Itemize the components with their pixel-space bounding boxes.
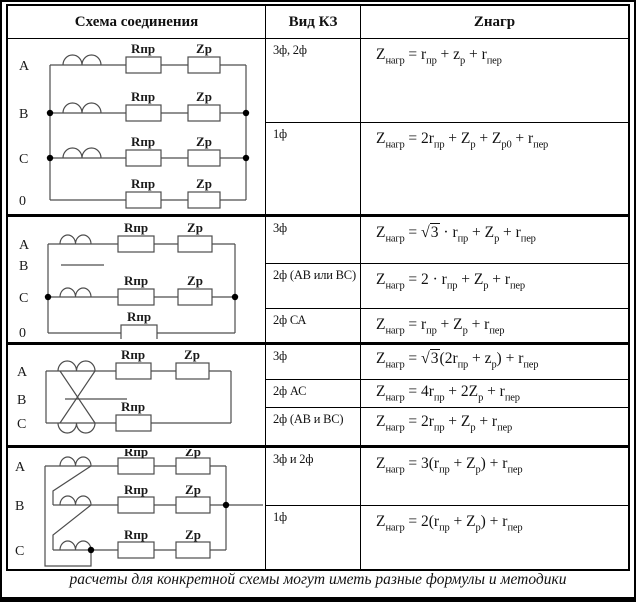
- zload-formula: $Z_{нагр} = 2r_{пр} + Z_р + Z_{р0} + r_{пер}$: [376, 130, 549, 151]
- rpr-label: Rпр: [123, 220, 149, 235]
- phase-b-label: B: [15, 499, 25, 514]
- zload-formula: $Z_{нагр} = √3 \cdot r_{пр} + Z_р + r_{пер}$: [376, 224, 536, 245]
- phase-0-label: 0: [19, 326, 26, 339]
- schematic-delta: [8, 448, 266, 569]
- table-row: [266, 448, 628, 505]
- phase-c-label: C: [17, 417, 27, 432]
- cross-connection: [60, 371, 95, 423]
- zp-label: Zр: [196, 176, 212, 191]
- header-connection-scheme: Схема соединения: [8, 6, 266, 38]
- ct-coil-icon: [60, 457, 91, 550]
- table-row: [266, 345, 628, 379]
- fault-type-cell: 1ф: [266, 123, 361, 214]
- table-row: [266, 379, 628, 407]
- section-two-ct-cross: [8, 342, 628, 445]
- zload-formula: $Z_{нагр} = 2 \cdot r_{пр} + Z_р + r_{пер}$: [376, 271, 525, 292]
- zp-label: Zр: [185, 482, 201, 497]
- phase-a-label: A: [19, 238, 30, 253]
- table-row: [266, 217, 628, 263]
- phase-c-label: C: [19, 291, 29, 306]
- phase-c-label: C: [19, 152, 29, 167]
- rpr-label: Rпр: [120, 399, 146, 414]
- zp-label: Zр: [196, 134, 212, 149]
- section-star-4-wire: [8, 39, 628, 214]
- ct-coil-icon: [58, 361, 95, 433]
- fault-type-cell: 3ф: [266, 345, 361, 379]
- zload-formula: $Z_{нагр} = r_{пр} + z_р + r_{пер}$: [376, 46, 502, 67]
- table-row: [266, 308, 628, 342]
- zload-formula: $Z_{нагр} = r_{пр} + Z_р + r_{пер}$: [376, 316, 505, 337]
- table-row: [266, 505, 628, 569]
- rpr-label: Rпр: [130, 176, 156, 191]
- zload-formula: $Z_{нагр} = 2r_{пр} + Z_р + r_{пер}$: [376, 413, 513, 434]
- schematic-star-partial: [8, 217, 266, 342]
- rpr-label: Rпр: [130, 89, 156, 104]
- section-rows: [266, 217, 628, 342]
- table-row: [266, 407, 628, 445]
- section-rows: [266, 448, 628, 569]
- fault-type-cell: 3ф и 2ф: [266, 448, 361, 505]
- fault-type-cell: 2ф (АВ и ВС): [266, 408, 361, 445]
- header-fault-type: Вид КЗ: [266, 6, 361, 38]
- footnote: расчеты для конкретной схемы могут иметь разные формулы и методики: [69, 571, 567, 588]
- fault-type-cell: 3ф, 2ф: [266, 39, 361, 122]
- zload-formula: $Z_{нагр} = 2(r_{пр} + Z_р) + r_{пер}$: [376, 513, 523, 534]
- fault-type-cell: 3ф: [266, 217, 361, 263]
- rpr-label: Rпр: [126, 309, 152, 324]
- fault-type-cell: 2ф СА: [266, 309, 361, 342]
- rpr-label: Rпр: [123, 273, 149, 288]
- zp-label: Zр: [187, 220, 203, 235]
- resistor-boxes: [118, 458, 210, 558]
- phase-0-label: 0: [19, 194, 26, 209]
- fault-type-cell: 1ф: [266, 506, 361, 569]
- rpr-label: Rпр: [130, 41, 156, 56]
- rpr-label: Rпр: [130, 134, 156, 149]
- fault-type-cell: 2ф АС: [266, 380, 361, 407]
- zload-formula: $Z_{нагр} = 3(r_{пр} + Z_р) + r_{пер}$: [376, 455, 523, 476]
- schematic-two-ct-cross-svg: [9, 346, 265, 442]
- rpr-label: Rпр: [123, 527, 149, 542]
- zload-formula: $Z_{нагр} = 4r_{пр} + 2Z_р + r_{пер}$: [376, 383, 520, 404]
- ct-coil-icon: [63, 55, 101, 158]
- zp-label: Zр: [184, 347, 200, 362]
- phase-a-label: A: [17, 365, 28, 380]
- zp-label: Zр: [196, 41, 212, 56]
- phase-b-label: B: [17, 393, 27, 408]
- schematic-delta-svg: [9, 449, 265, 568]
- resistor-boxes: [116, 363, 209, 431]
- phase-b-label: B: [19, 107, 29, 122]
- zp-label: Zр: [196, 89, 212, 104]
- table-header: [8, 6, 628, 39]
- schematic-star-partial-svg: [9, 218, 265, 339]
- rpr-label: Rпр: [123, 449, 149, 459]
- section-rows: [266, 39, 628, 214]
- table-row: [266, 263, 628, 308]
- section-delta: [8, 445, 628, 569]
- header-zload: Zнагр: [473, 13, 516, 30]
- table-row: [266, 122, 628, 214]
- delta-diagonals: [53, 466, 91, 550]
- section-star-partial: [8, 214, 628, 342]
- schematic-two-ct-cross: [8, 345, 266, 445]
- phase-a-label: A: [19, 59, 30, 74]
- fault-type-cell: 2ф (АВ или ВС): [266, 264, 361, 308]
- rpr-label: Rпр: [120, 347, 146, 362]
- zp-label: Zр: [185, 527, 201, 542]
- section-rows: [266, 345, 628, 445]
- phase-a-label: A: [15, 460, 26, 475]
- zp-label: Zр: [187, 273, 203, 288]
- reference-table: [6, 4, 630, 571]
- table-row: [266, 39, 628, 122]
- phase-b-label: B: [19, 259, 29, 274]
- zp-label: Zр: [185, 449, 201, 459]
- schematic-star-4-wire: [8, 39, 266, 214]
- phase-c-label: C: [15, 544, 25, 559]
- rpr-label: Rпр: [123, 482, 149, 497]
- schematic-star-4-wire-svg: [9, 40, 265, 212]
- zload-formula: $Z_{нагр} = √3(2r_{пр} + z_р) + r_{пер}$: [376, 350, 539, 371]
